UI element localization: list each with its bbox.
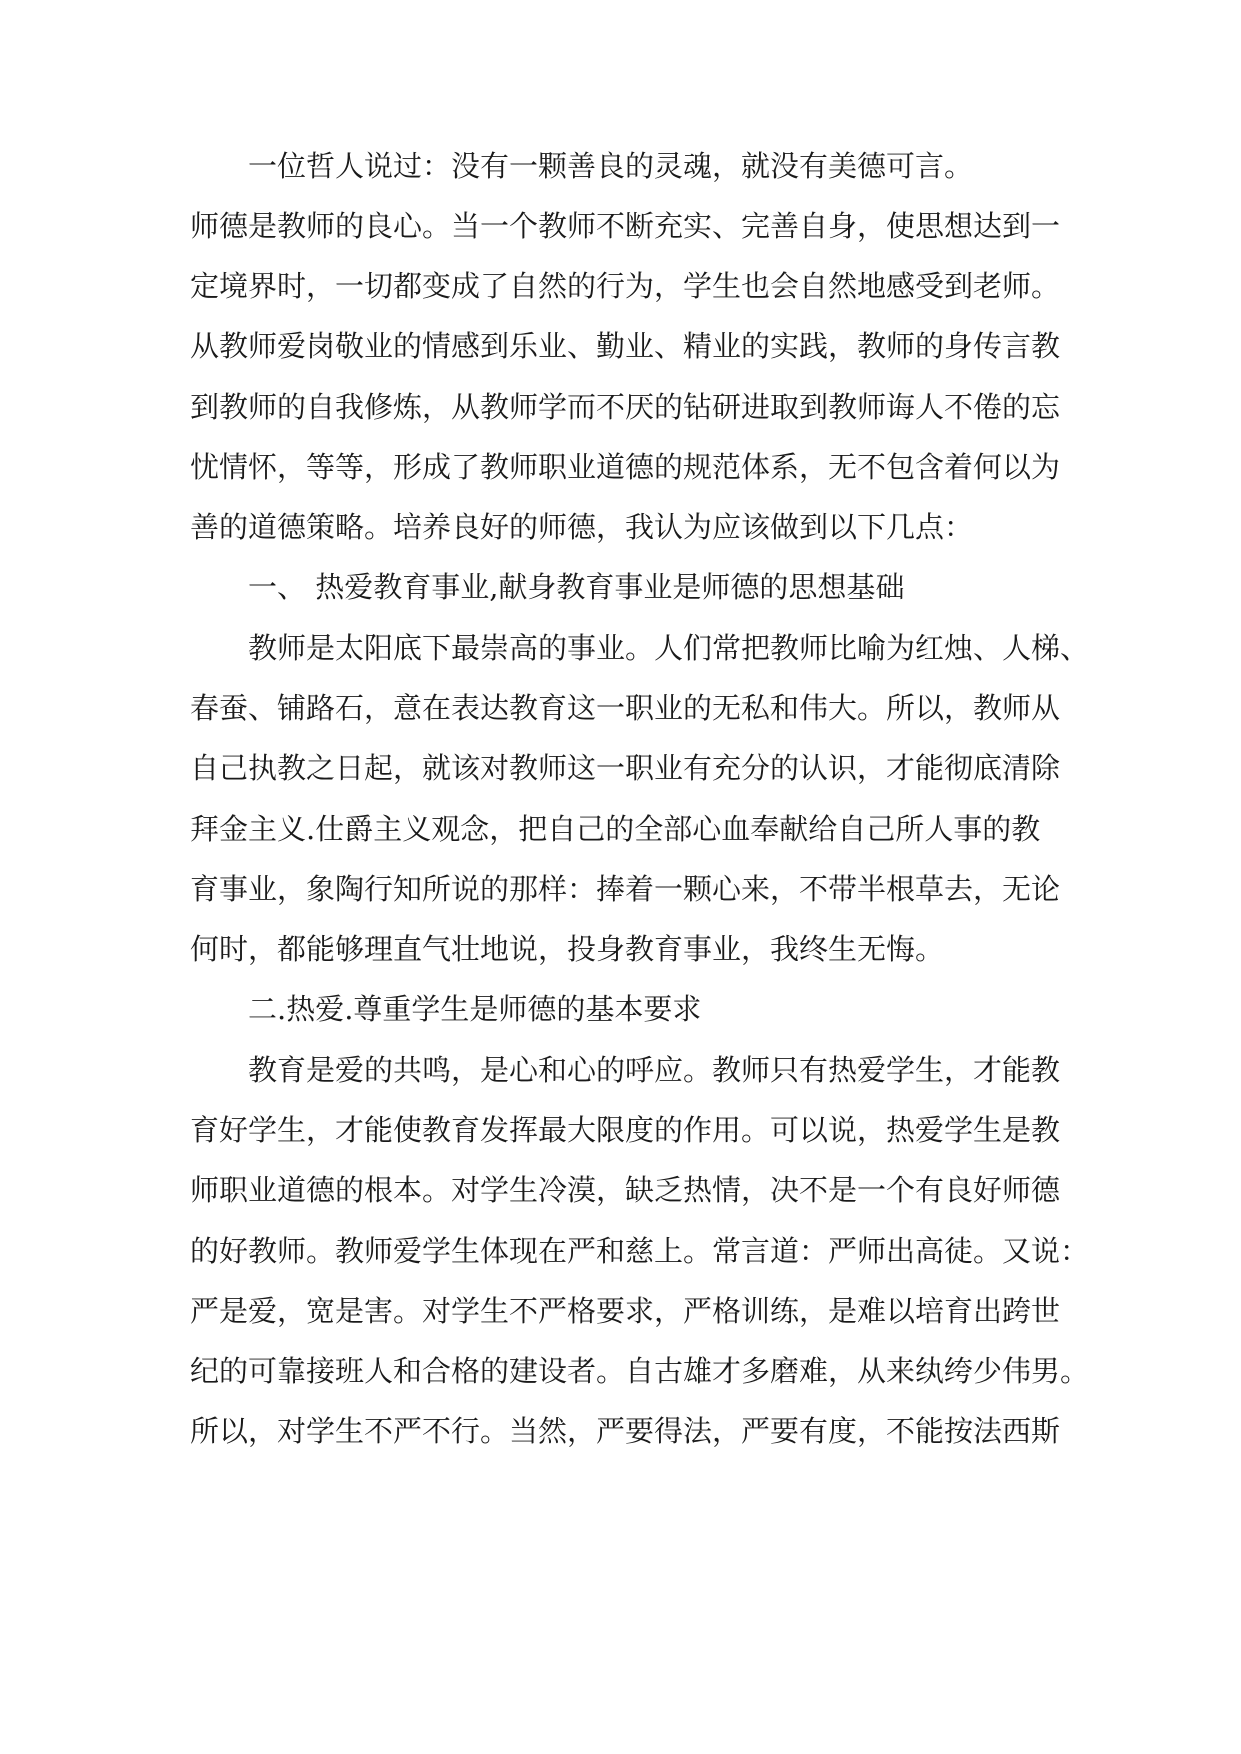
text-line: 育事业，象陶行知所说的那样：捧着一颗心来，不带半根草去，无论 [190,872,1061,906]
text-line: 定境界时，一切都变成了自然的行为，学生也会自然地感受到老师。 [190,269,1061,303]
text-line: 拜金主义.仕爵主义观念，把自己的全部心血奉献给自己所人事的教 [190,812,1041,846]
text-line: 从教师爱岗敬业的情感到乐业、勤业、精业的实践，教师的身传言教 [190,329,1061,363]
text-line: 春蚕、铺路石，意在表达教育这一职业的无私和伟大。所以，教师从 [190,691,1061,725]
text-line: 严是爱，宽是害。对学生不严格要求，严格训练，是难以培育出跨世 [190,1294,1061,1328]
text-line: 忧情怀，等等，形成了教师职业道德的规范体系，无不包含着何以为 [190,450,1061,484]
text-line: 到教师的自我修炼，从教师学而不厌的钻研进取到教师诲人不倦的忘 [190,390,1061,424]
text-line: 何时，都能够理直气壮地说，投身教育事业，我终生无悔。 [190,932,945,966]
text-line: 自己执教之日起，就该对教师这一职业有充分的认识，才能彻底清除 [190,751,1061,785]
text-line: 善的道德策略。培养良好的师德，我认为应该做到以下几点： [190,510,974,544]
text-line: 的好教师。教师爱学生体现在严和慈上。常言道：严师出高徒。又说： [190,1234,1090,1268]
section-heading: 二.热爱.尊重学生是师德的基本要求 [248,992,702,1026]
text-line: 师职业道德的根本。对学生冷漠，缺乏热情，决不是一个有良好师德 [190,1173,1061,1207]
text-line: 一位哲人说过：没有一颗善良的灵魂，就没有美德可言。 [248,149,974,183]
text-line: 育好学生，才能使教育发挥最大限度的作用。可以说，热爱学生是教 [190,1113,1061,1147]
text-line: 师德是教师的良心。当一个教师不断充实、完善自身，使思想达到一 [190,209,1061,243]
text-line: 所以，对学生不严不行。当然，严要得法，严要有度，不能按法西斯 [190,1414,1061,1448]
text-line: 纪的可靠接班人和合格的建设者。自古雄才多磨难，从来纨绔少伟男。 [190,1354,1090,1388]
text-line: 教师是太阳底下最崇高的事业。人们常把教师比喻为红烛、人梯、 [248,631,1090,665]
section-heading: 一、 热爱教育事业,献身教育事业是师德的思想基础 [248,570,905,604]
text-line: 教育是爱的共鸣，是心和心的呼应。教师只有热爱学生，才能教 [248,1053,1061,1087]
